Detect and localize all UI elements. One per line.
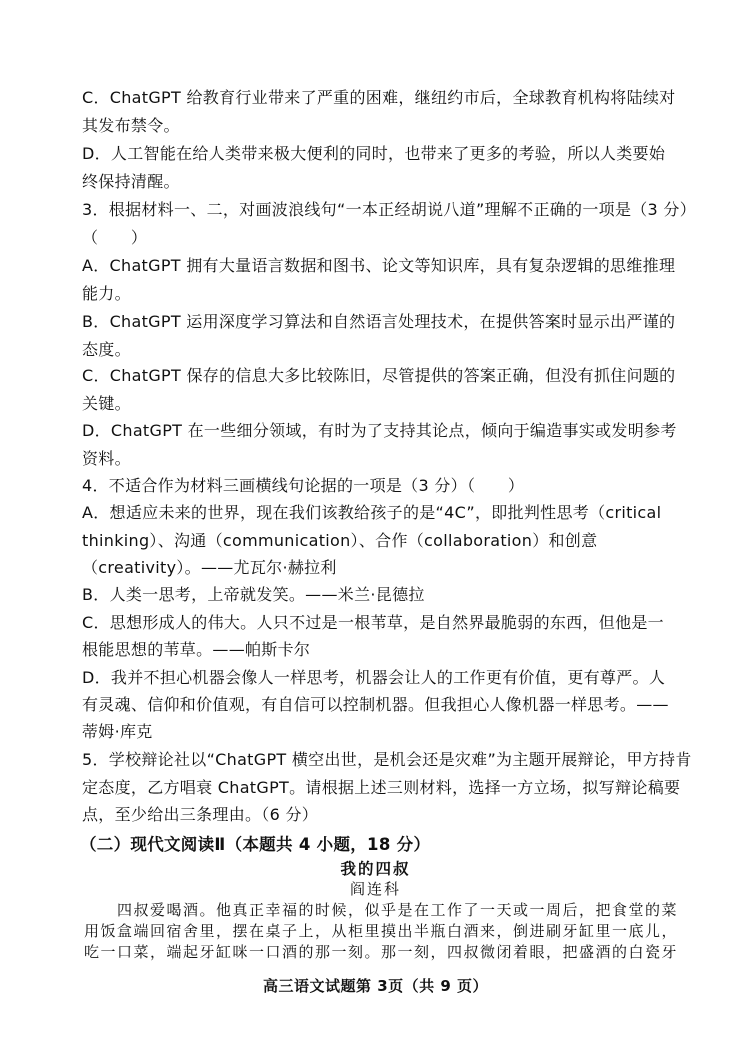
article-author: 阎连科 (349, 880, 401, 898)
question-4-stem: 4．不适合作为材料三画横线句论据的一项是（3 分）（ ） (82, 476, 525, 495)
page-footer: 高三语文试题第 3页（共 9 页） (262, 977, 489, 995)
q3-option-c-line2: 关键。 (82, 394, 131, 413)
option-d-q2-line2: 终保持清醒。 (82, 172, 180, 191)
option-d-q2-line1: D．人工智能在给人类带来极大便利的同时，也带来了更多的考验，所以人类要始 (82, 144, 666, 163)
question-3-stem: 3．根据材料一、二，对画波浪线句“一本正经胡说八道”理解不正确的一项是（3 分） (82, 200, 697, 219)
q4-option-a-line2: thinking）、沟通（communication）、合作（collaboration）和创意 (82, 531, 598, 550)
question-5-line3: 点，至少给出三条理由。（6 分） (82, 805, 319, 824)
q3-option-b-line1: B．ChatGPT 运用深度学习算法和自然语言处理技术，在提供答案时显示出严谨的 (82, 312, 676, 331)
q4-option-c-line1: C．思想形成人的伟大。人只不过是一根苇草，是自然界最脆弱的东西，但他是一 (82, 613, 664, 632)
question-5-line1: 5．学校辩论社以“ChatGPT 横空出世，是机会还是灾难”为主题开展辩论，甲方持肯 (82, 750, 692, 769)
q4-option-a-line1: A．想适应未来的世界，现在我们该教给孩子的是“4C”，即批判性思考（critical (82, 503, 662, 522)
article-paragraph-line2: 用饭盒端回宿舍里，摆在桌子上，从柜里摸出半瓶白酒来，倒进刷牙缸里一底儿， (84, 922, 679, 940)
q3-option-d-line1: D．ChatGPT 在一些细分领域，有时为了支持其论点，倾向于编造事实或发明参考 (82, 421, 677, 440)
q4-option-b: B．人类一思考，上帝就发笑。——米兰·昆德拉 (82, 585, 425, 604)
q3-option-a-line1: A．ChatGPT 拥有大量语言数据和图书、论文等知识库，具有复杂逻辑的思维推理 (82, 256, 676, 275)
q4-option-a-line3: （creativity）。——尤瓦尔·赫拉利 (82, 558, 337, 577)
option-c-q2-line1: C．ChatGPT 给教育行业带来了严重的困难，继纽约市后，全球教育机构将陆续对 (82, 88, 676, 107)
q3-option-d-line2: 资料。 (82, 449, 131, 468)
article-title: 我的四叔 (340, 859, 411, 878)
q4-option-d-line1: D．我并不担心机器会像人一样思考，机器会让人的工作更有价值，更有尊严。人 (82, 668, 666, 687)
q4-option-c-line2: 根能思想的苇草。——帕斯卡尔 (82, 640, 311, 659)
q4-option-d-line3: 蒂姆·库克 (82, 722, 153, 741)
q3-option-c-line1: C．ChatGPT 保存的信息大多比较陈旧，尽管提供的答案正确，但没有抓住问题的 (82, 366, 676, 385)
q3-option-a-line2: 能力。 (82, 284, 131, 303)
option-c-q2-line2: 其发布禁令。 (82, 116, 180, 135)
article-paragraph-line3: 吃一口菜，端起牙缸咪一口酒的那一刻。那一刻，四叔微闭着眼，把盛酒的白瓷牙 (84, 943, 679, 961)
question-3-answer-blank: （ ） (82, 228, 148, 247)
question-5-line2: 定态度，乙方唱衰 ChatGPT。请根据上述三则材料，选择一方立场，拟写辩论稿要 (82, 778, 681, 797)
article-paragraph-line1: 四叔爱喝酒。他真正幸福的时候，似乎是在工作了一天或一周后，把食堂的菜 (84, 901, 679, 919)
section-heading: （二）现代文阅读Ⅱ（本题共 4 小题，18 分） (80, 835, 431, 854)
q3-option-b-line2: 态度。 (82, 340, 131, 359)
q4-option-d-line2: 有灵魂、信仰和价值观，有自信可以控制机器。但我担心人像机器一样思考。—— (82, 695, 669, 714)
